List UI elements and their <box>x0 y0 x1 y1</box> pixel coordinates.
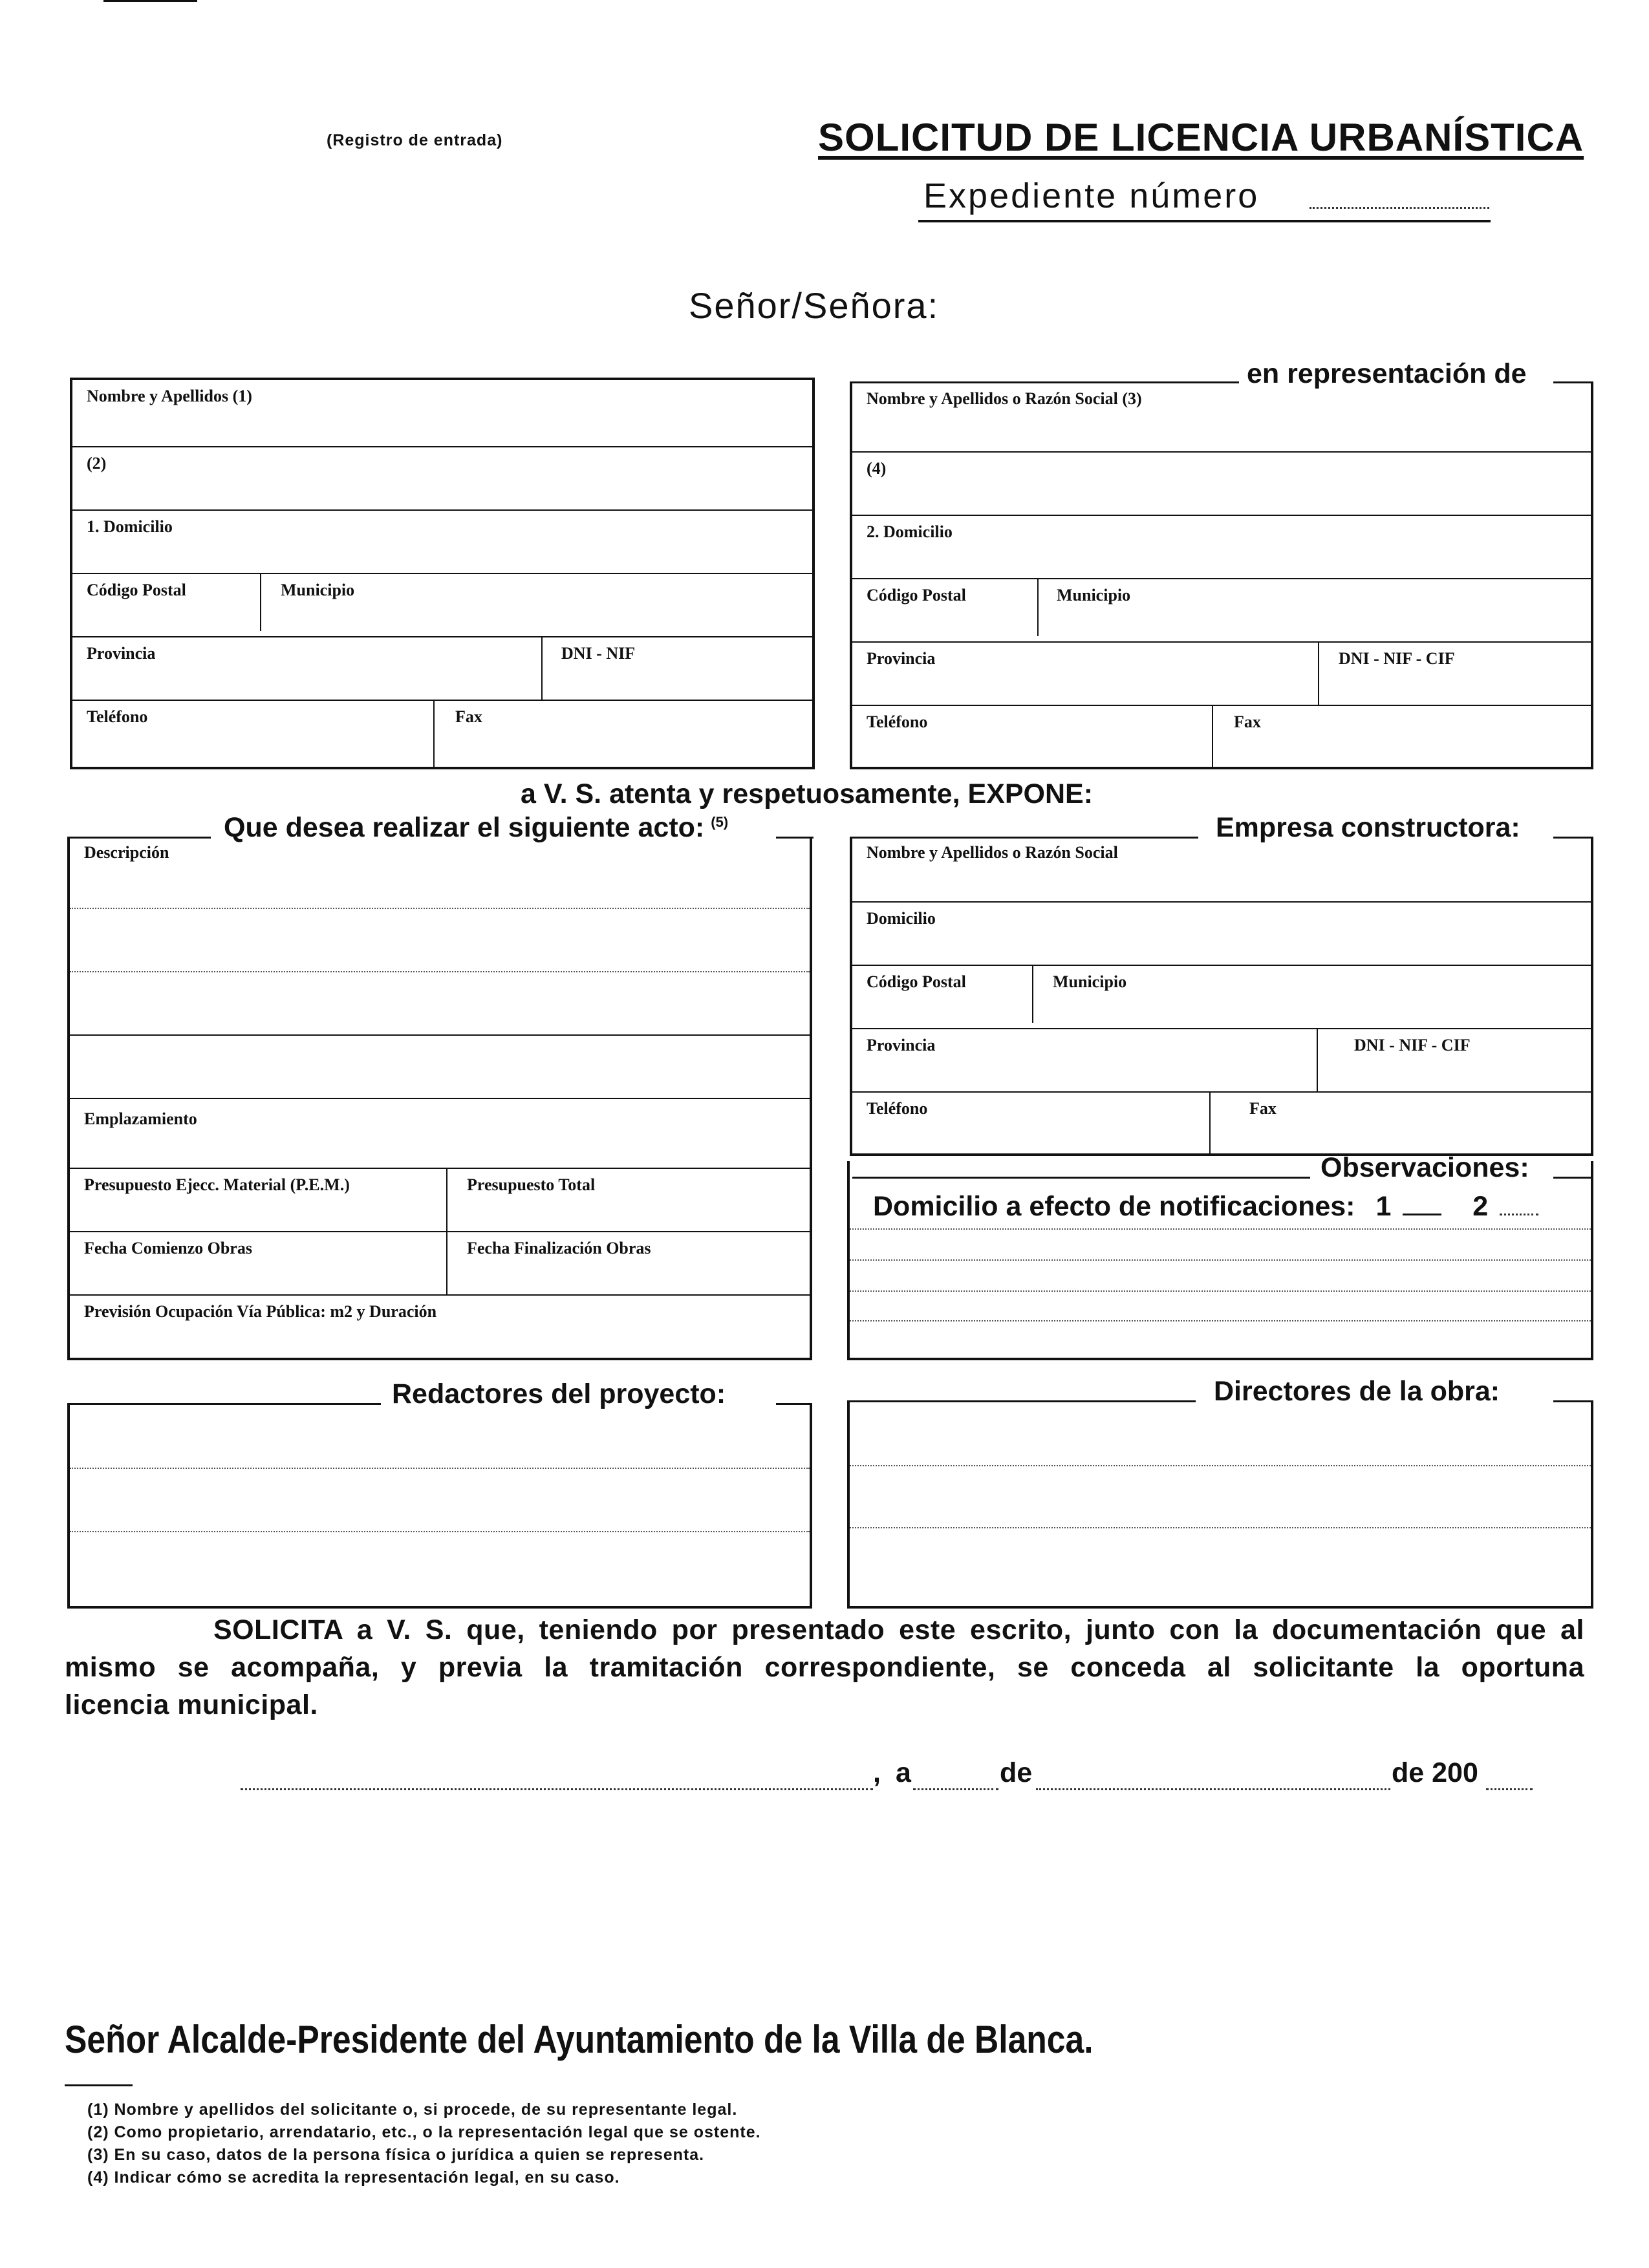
acto-descripcion-line[interactable] <box>70 972 810 1036</box>
representado-telefono-row <box>852 706 1591 767</box>
solicitante-cp-label: Código Postal <box>87 581 186 599</box>
representado-cp-row <box>852 579 1591 643</box>
solicitante-domicilio-field[interactable] <box>72 511 812 574</box>
expediente-label: Expediente número <box>923 177 1260 215</box>
footnote-rule <box>65 2084 133 2086</box>
acto-emplazamiento-label: Emplazamiento <box>84 1109 197 1128</box>
directores-box <box>847 1400 1593 1609</box>
registro-label: (Registro de entrada) <box>327 131 503 149</box>
date-de-label: de <box>1000 1757 1033 1788</box>
observaciones-line[interactable] <box>850 1320 1591 1321</box>
divider <box>446 1169 447 1231</box>
empresa-provincia-row <box>852 1029 1591 1093</box>
representado-nombre-field[interactable] <box>852 381 1591 453</box>
directores-line[interactable] <box>850 1527 1591 1528</box>
representacion-heading: en representación de <box>1247 358 1527 389</box>
solicitante-dni-label: DNI - NIF <box>561 644 636 663</box>
acto-descripcion-line[interactable] <box>70 909 810 972</box>
observaciones-line[interactable] <box>850 1228 1591 1230</box>
empresa-domicilio-label: Domicilio <box>867 909 936 928</box>
redactores-line[interactable] <box>70 1531 810 1532</box>
divider <box>541 637 543 700</box>
empresa-telefono-label: Teléfono <box>867 1099 928 1118</box>
observaciones-line[interactable] <box>850 1290 1591 1292</box>
redactores-box <box>67 1403 812 1609</box>
acto-descripcion-line[interactable] <box>70 1036 810 1099</box>
acto-presupuesto-total-label: Presupuesto Total <box>467 1175 596 1194</box>
solicitante-ref2-field[interactable] <box>72 447 812 511</box>
acto-descripcion-field[interactable] <box>70 837 810 909</box>
observaciones-line[interactable] <box>850 1259 1591 1261</box>
solicitante-provincia-label: Provincia <box>87 644 156 663</box>
acto-emplazamiento-field[interactable] <box>70 1099 810 1169</box>
notificaciones-opt1-field[interactable] <box>1403 1214 1441 1215</box>
representado-telefono-label: Teléfono <box>867 712 928 731</box>
representado-fax-label: Fax <box>1234 712 1261 731</box>
date-year-label: de 200 <box>1392 1757 1478 1788</box>
acto-presupuesto-row <box>70 1169 810 1232</box>
solicitante-box <box>70 378 815 769</box>
representado-box <box>850 381 1593 769</box>
notificaciones-opt1[interactable]: 1 <box>1375 1191 1392 1222</box>
footnote: (2) Como propietario, arrendatario, etc., o la representación legal que se ostente. <box>87 2123 761 2141</box>
representado-cp-label: Código Postal <box>867 586 966 604</box>
divider <box>260 574 261 631</box>
expediente-field[interactable] <box>1310 207 1489 209</box>
divider <box>1318 643 1319 705</box>
footnote: (1) Nombre y apellidos del solicitante o, si procede, de su representante legal. <box>87 2101 738 2119</box>
solicitante-provincia-row <box>72 637 812 701</box>
redactores-heading: Redactores del proyecto: <box>392 1378 726 1409</box>
notificaciones-label: Domicilio a efecto de notificaciones: <box>873 1191 1355 1222</box>
solicitante-fax-label: Fax <box>455 707 482 726</box>
empresa-domicilio-field[interactable] <box>852 903 1591 966</box>
acto-heading-ref: (5) <box>711 813 729 830</box>
empresa-telefono-row <box>852 1093 1591 1153</box>
solicita-line: licencia municipal. <box>65 1689 318 1720</box>
divider <box>1032 966 1033 1023</box>
date-a-label: a <box>896 1757 911 1788</box>
acto-fecha-finalizacion-label: Fecha Finalización Obras <box>467 1239 651 1257</box>
acto-box <box>67 837 812 1360</box>
dia-field[interactable] <box>913 1788 998 1790</box>
representado-provincia-label: Provincia <box>867 649 936 668</box>
divider <box>1209 1093 1211 1153</box>
representado-ref4-label: (4) <box>867 459 887 478</box>
solicitante-ref2-label: (2) <box>87 454 107 473</box>
empresa-cp-label: Código Postal <box>867 972 966 991</box>
directores-line[interactable] <box>850 1465 1591 1466</box>
divider <box>433 701 435 769</box>
solicitante-nombre-label: Nombre y Apellidos (1) <box>87 387 252 405</box>
anio-field[interactable] <box>1486 1788 1533 1790</box>
acto-descripcion-label: Descripción <box>84 843 169 862</box>
solicita-paragraph <box>65 1611 1584 1724</box>
lugar-field[interactable] <box>241 1788 873 1790</box>
divider <box>1037 579 1039 636</box>
expone-text: a V. S. atenta y respetuosamente, EXPONE: <box>521 778 1094 809</box>
observaciones-box <box>847 1161 1593 1360</box>
empresa-dni-label: DNI - NIF - CIF <box>1354 1036 1471 1054</box>
empresa-fax-label: Fax <box>1249 1099 1277 1118</box>
notificaciones-opt2-field[interactable] <box>1500 1214 1538 1215</box>
acto-prevision-label: Previsión Ocupación Vía Pública: m2 y Duración <box>84 1302 437 1321</box>
empresa-nombre-label: Nombre y Apellidos o Razón Social <box>867 843 1118 862</box>
empresa-cp-row <box>852 966 1591 1029</box>
solicita-line: mismo se acompaña, y previa la tramitación correspondiente, se conceda al solicitante la oportuna <box>65 1652 1584 1683</box>
acto-heading-text: Que desea realizar el siguiente acto: <box>224 812 705 843</box>
top-mark <box>103 0 197 2</box>
empresa-nombre-field[interactable] <box>852 837 1591 903</box>
empresa-provincia-label: Provincia <box>867 1036 936 1054</box>
date-comma: , <box>873 1757 881 1788</box>
acto-fechas-row <box>70 1232 810 1296</box>
representado-ref4-field[interactable] <box>852 453 1591 516</box>
divider <box>1212 706 1213 767</box>
footnotes <box>87 2099 761 2189</box>
notificaciones-row <box>873 1191 1538 1223</box>
empresa-municipio-label: Municipio <box>1053 972 1127 991</box>
solicitante-telefono-row <box>72 701 812 769</box>
solicitante-cp-row <box>72 574 812 637</box>
representado-nombre-label: Nombre y Apellidos o Razón Social (3) <box>867 389 1142 408</box>
empresa-box <box>850 837 1593 1156</box>
solicitante-nombre-field[interactable] <box>72 380 812 447</box>
form-title: SOLICITUD DE LICENCIA URBANÍSTICA <box>818 116 1584 159</box>
representado-municipio-label: Municipio <box>1057 586 1131 604</box>
acto-prevision-field[interactable] <box>70 1296 810 1358</box>
mes-field[interactable] <box>1036 1788 1390 1790</box>
empresa-heading: Empresa constructora: <box>1216 812 1520 843</box>
directores-heading: Directores de la obra: <box>1214 1376 1500 1407</box>
notificaciones-opt2[interactable]: 2 <box>1472 1191 1489 1222</box>
footnote: (4) Indicar cómo se acredita la representación legal, en su caso. <box>87 2168 620 2187</box>
divider <box>446 1232 447 1294</box>
observaciones-heading: Observaciones: <box>1320 1152 1529 1183</box>
solicita-line: SOLICITA a V. S. que, teniendo por presentado este escrito, junto con la documentación que al <box>213 1614 1584 1645</box>
salutation: Señor/Señora: <box>689 285 940 326</box>
representado-provincia-row <box>852 643 1591 706</box>
expediente-underline <box>918 220 1491 222</box>
acto-pem-label: Presupuesto Ejecc. Material (P.E.M.) <box>84 1175 350 1194</box>
solicitante-domicilio-label: 1. Domicilio <box>87 517 173 536</box>
representado-domicilio-label: 2. Domicilio <box>867 522 953 541</box>
divider <box>1317 1029 1318 1091</box>
solicitante-municipio-label: Municipio <box>281 581 355 599</box>
redactores-line[interactable] <box>70 1468 810 1469</box>
representado-domicilio-field[interactable] <box>852 516 1591 579</box>
solicitante-telefono-label: Teléfono <box>87 707 148 726</box>
acto-fecha-comienzo-label: Fecha Comienzo Obras <box>84 1239 252 1257</box>
footnote: (3) En su caso, datos de la persona física o jurídica a quien se representa. <box>87 2146 705 2164</box>
addressee: Señor Alcalde-Presidente del Ayuntamiento de la Villa de Blanca. <box>65 2018 1094 2061</box>
representado-dni-label: DNI - NIF - CIF <box>1339 649 1455 668</box>
